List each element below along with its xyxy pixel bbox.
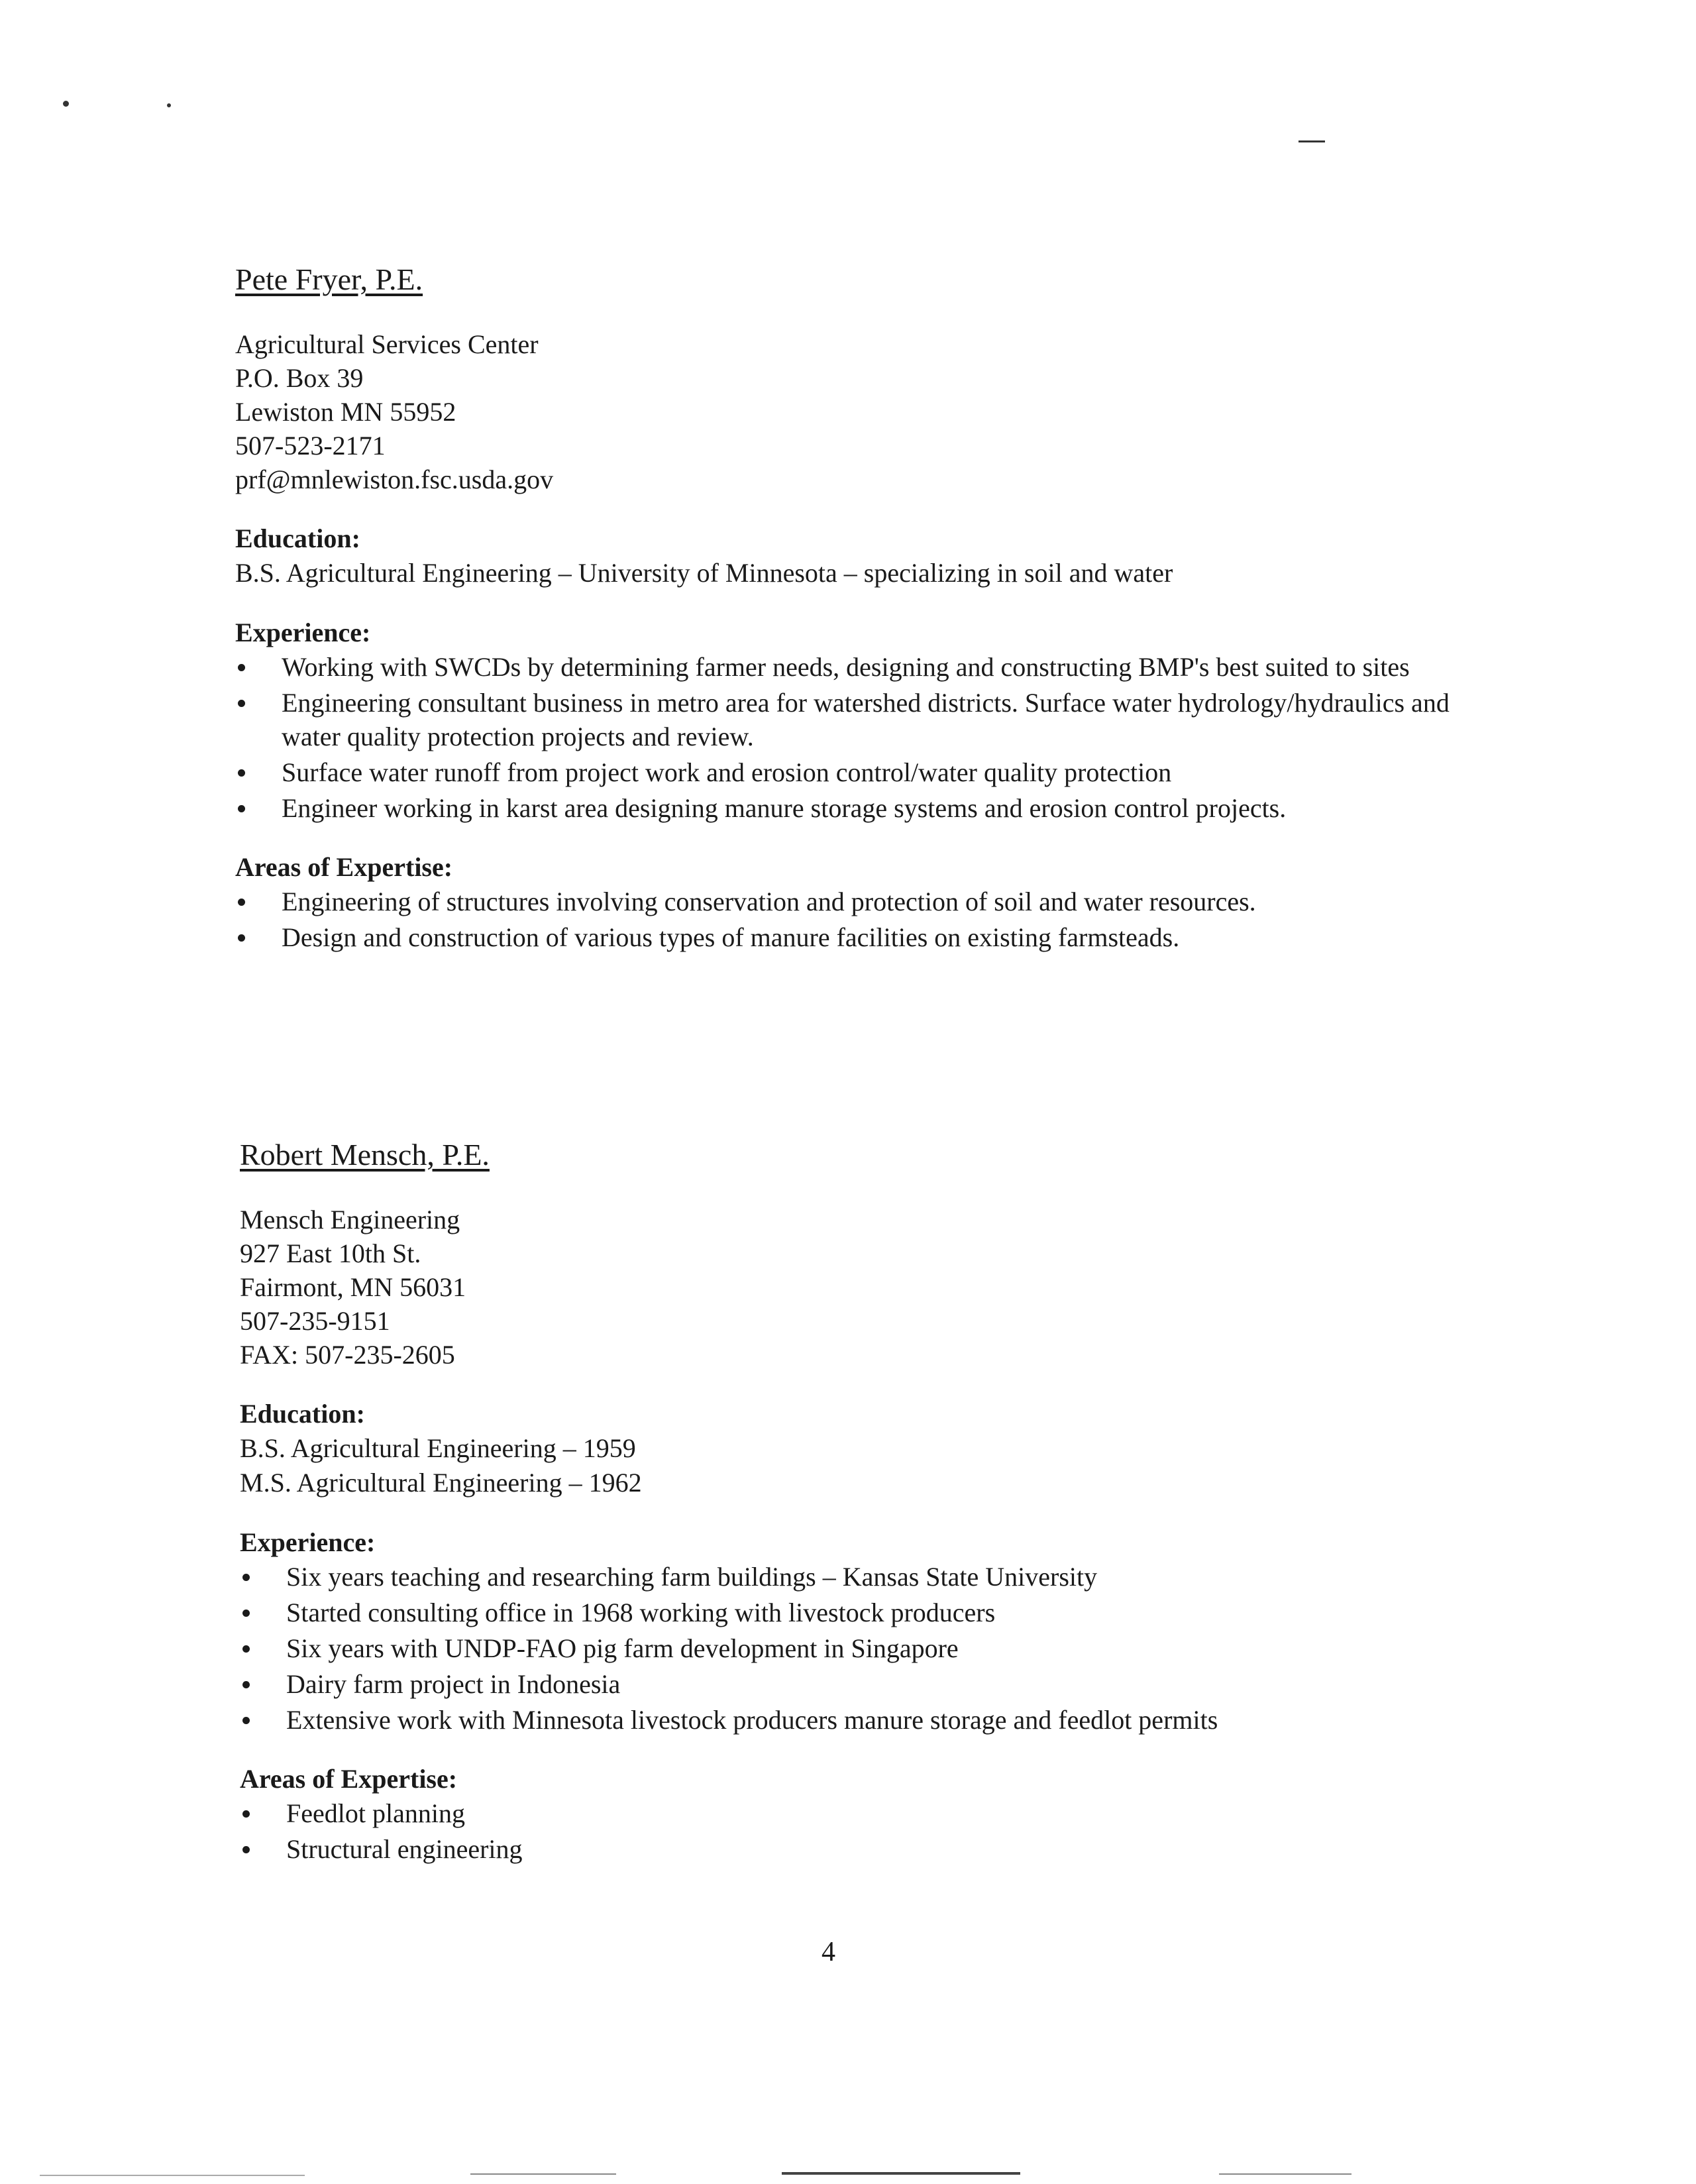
contact-block (235, 327, 1494, 496)
contact-organization: Mensch Engineering (240, 1205, 460, 1234)
expertise-list (235, 885, 1494, 954)
contact-address: 927 East 10th St. (240, 1238, 421, 1268)
expertise-block (235, 850, 1494, 954)
bullet-icon (242, 1574, 250, 1581)
page-number: 4 (822, 1937, 835, 1967)
experience-item: Engineer working in karst area designing manure storage systems and erosion control projects. (282, 793, 1287, 823)
contact-city: Lewiston MN 55952 (235, 397, 456, 427)
bullet-icon (242, 1645, 250, 1653)
contact-fax: FAX: 507-235-2605 (240, 1340, 455, 1370)
bullet-icon (238, 700, 245, 707)
experience-item: Extensive work with Minnesota livestock producers manure storage and feedlot permits (286, 1705, 1218, 1735)
experience-label: Experience: (240, 1527, 376, 1557)
bullet-icon (242, 1681, 250, 1688)
contact-organization: Agricultural Services Center (235, 329, 539, 359)
experience-item: Engineering consultant business in metro area for watershed districts. Surface water hydrology/hydraulics and water quality protection projects and review. (282, 688, 1450, 751)
experience-list (240, 1560, 1499, 1737)
education-item: M.S. Agricultural Engineering – 1962 (240, 1468, 642, 1498)
scan-speck (63, 101, 69, 107)
expertise-list (240, 1796, 1499, 1866)
list-item (235, 755, 1494, 789)
contact-city: Fairmont, MN 56031 (240, 1272, 466, 1302)
list-item (240, 1596, 1499, 1629)
person-section-fryer (235, 260, 1494, 956)
bullet-icon (242, 1846, 250, 1853)
expertise-item: Feedlot planning (286, 1798, 465, 1828)
list-item (235, 885, 1494, 918)
expertise-item: Engineering of structures involving conservation and protection of soil and water resources. (282, 887, 1256, 916)
education-block (240, 1397, 1499, 1500)
contact-email: prf@mnlewiston.fsc.usda.gov (235, 464, 554, 494)
person-section-mensch (240, 1135, 1499, 1868)
list-item (240, 1796, 1499, 1830)
education-block (235, 521, 1494, 590)
scan-edge-line (782, 2172, 1020, 2175)
expertise-item: Design and construction of various types of manure facilities on existing farmsteads. (282, 922, 1180, 952)
education-label: Education: (240, 1399, 365, 1429)
list-item (240, 1631, 1499, 1665)
list-item (240, 1703, 1499, 1737)
scan-edge-line (40, 2175, 305, 2176)
bullet-icon (238, 664, 245, 671)
expertise-label: Areas of Expertise: (235, 852, 453, 882)
bullet-icon (242, 1610, 250, 1617)
list-item (240, 1560, 1499, 1594)
bullet-icon (238, 769, 245, 777)
bullet-icon (242, 1717, 250, 1724)
list-item (235, 791, 1494, 825)
list-item (240, 1667, 1499, 1701)
experience-item: Started consulting office in 1968 working with livestock producers (286, 1598, 996, 1627)
experience-item: Six years teaching and researching farm buildings – Kansas State University (286, 1562, 1098, 1592)
contact-block (240, 1203, 1499, 1372)
education-item: B.S. Agricultural Engineering – University of Minnesota – specializing in soil and water (235, 558, 1173, 588)
experience-item: Six years with UNDP-FAO pig farm development in Singapore (286, 1633, 959, 1663)
expertise-block (240, 1762, 1499, 1866)
expertise-item: Structural engineering (286, 1834, 523, 1864)
expertise-label: Areas of Expertise: (240, 1764, 458, 1794)
experience-list (235, 650, 1494, 825)
experience-item: Dairy farm project in Indonesia (286, 1669, 621, 1699)
contact-address: P.O. Box 39 (235, 363, 364, 393)
bullet-icon (238, 805, 245, 812)
experience-label: Experience: (235, 618, 371, 647)
scan-speck (167, 103, 171, 107)
list-item (235, 920, 1494, 954)
bullet-icon (238, 899, 245, 906)
person-name: Pete Fryer, P.E. (235, 262, 423, 296)
list-item (240, 1832, 1499, 1866)
list-item (235, 686, 1494, 753)
experience-item: Working with SWCDs by determining farmer needs, designing and constructing BMP's best suited to sites (282, 652, 1410, 682)
education-label: Education: (235, 523, 360, 553)
education-item: B.S. Agricultural Engineering – 1959 (240, 1433, 636, 1463)
person-name: Robert Mensch, P.E. (240, 1138, 490, 1172)
experience-item: Surface water runoff from project work and erosion control/water quality protection (282, 757, 1172, 787)
scan-speck (1298, 140, 1325, 142)
list-item (235, 650, 1494, 684)
scan-edge-line (1219, 2173, 1352, 2175)
bullet-icon (238, 934, 245, 942)
bullet-icon (242, 1810, 250, 1818)
contact-phone: 507-523-2171 (235, 431, 386, 461)
scan-edge-line (470, 2173, 616, 2175)
experience-block (235, 616, 1494, 825)
experience-block (240, 1525, 1499, 1737)
contact-phone: 507-235-9151 (240, 1306, 390, 1336)
